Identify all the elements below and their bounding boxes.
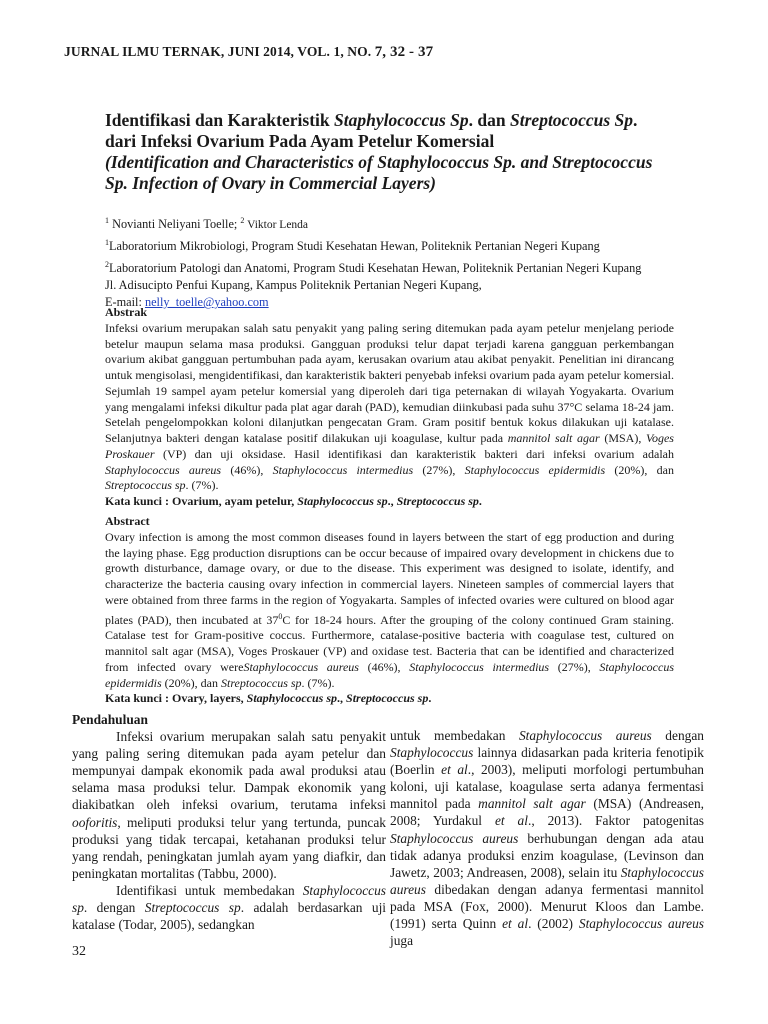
- abstract-text: Ovary infection is among the most common diseases found in layers between the start of egg production and during the laying phase. Egg production disruptions can be occur because of impaired ovary development in chickens due to growth disturbance, damage ovary, or due to the disease. This experiment was designed to isolate, identify, and characterize the bacteria causing ovary infection in commercial layers. Nineteen samples of commercial layers that were obtained from three farms in the region of Yogyakarta. Samples of infected ovaries were cultured on blood agar plates (PAD), then incubated at $37^0C$ for 18-24 hours. After the grouping of the colony continued Gram staining. Catalase test for Gram-positive coccus. Furthermore, catalase-positive bacteria with coagulase test, cultured on mannitol salt agar (MSA), Voges Proskauer (VP) and oxidase test. Bacteria that can be identified and characterized from infected ovary wereStaphylococcus aureus (46%), Staphylococcus intermedius (27%), Staphylococcus epidermidis (20%), dan Streptococcus sp. (7%).: [105, 529, 675, 690]
- abstrak-heading: Abstrak: [105, 305, 148, 319]
- paragraph: untuk membedakan Staphylococcus aureus dengan Staphylococcus lainnya didasarkan pada kriteria fenotipik (Boerlin et al., 2003), meliputi morfologi pertumbuhan koloni, uji katalase, koagulase serta adanya fermentasi mannitol pada mannitol salt agar (MSA) (Andreasen, 2008; Yurdakul et al., 2013). Faktor patogenitas Staphylococcus aureus berhubungan dengan ada atau tidak adanya produksi enzim koagulase, (Levinson dan Jawetz, 2003; Andreasen, 2008), selain itu Staphylococcus aureus dibedakan dengan adanya fermentasi mannitol pada MSA (Fox, 2000). Menurut Kloos dan Lambe. (1991) serta Quinn et al. (2002) Staphylococcus aureus juga: [390, 728, 705, 949]
- paper-title: [105, 110, 685, 194]
- abstrak-keywords: Kata kunci : Ovarium, ayam petelur, Staphylococcus sp., Streptococcus sp.: [105, 494, 482, 508]
- journal-name: JURNAL ILMU TERNAK, JUNI 2014, VOL. 1, NO.: [64, 44, 372, 59]
- email-link[interactable]: nelly_toelle@yahoo.com: [144, 295, 269, 310]
- body-column-right: [390, 727, 704, 949]
- affiliation-1: $^1$Laboratorium Mikrobiologi, Program Studi Kesehatan Hewan, Politeknik Pertanian Negeri Kupang: [105, 238, 600, 254]
- journal-header: [64, 44, 433, 61]
- affiliation-2: $^2$Laboratorium Patologi dan Anatomi, Program Studi Kesehatan Hewan, Politeknik Pertanian Negeri Kupang: [105, 259, 642, 275]
- address: Jl. Adisucipto Penfui Kupang, Kampus Politeknik Pertanian Negeri Kupang,: [105, 277, 482, 292]
- abstract-keywords: Kata kunci : Ovary, layers, Staphylococcus sp., Streptococcus sp.: [105, 691, 432, 706]
- title-indonesian-line-2: dari Infeksi Ovarium Pada Ayam Petelur Komersial: [105, 131, 495, 151]
- page-number: 32: [72, 944, 86, 959]
- journal-issue-pages: 7, 32 - 37: [374, 44, 434, 60]
- paragraph: Infeksi ovarium merupakan salah satu penyakit yang paling sering ditemukan pada ayam petelur dan mempunyai dampak ekonomik pada awal produksi atau selama masa produksi telur. Dampak ekonomik yang diakibatkan oleh infeksi ovarium, terutama infeksi ooforitis, meliputi produksi telur yang tertunda, puncak produksi yang tidak tercapai, ketahanan produksi telur yang rendah, peningkatan jumlah ayam yang diafkir, dan peningkatan mortalitas (Tabbu, 2000).: [72, 729, 386, 881]
- author-block: [105, 212, 685, 311]
- email-line: E-mail: nelly_toelle@yahoo.com: [105, 295, 269, 310]
- abstrak-text: Infeksi ovarium merupakan salah satu penyakit yang paling sering ditemukan pada ayam petelur menjelang periode betelur maupun selama masa produksi. Gangguan produksi telur dapat terjadi karena gangguan perkembangan ovarium akibat gangguan pertumbuhan pada ayam, kerusakan ovarium atau akibat penyakit. Penelitian ini dirancang untuk mengisolasi, mengidentifikasi, dan karakteristik bakteri penyebab infeksi ovarium pada ayam petelur komersial. Sejumlah 19 sampel ayam petelur komersial yang diperoleh dari tiga peternakan di wilayah Yogyakarta. Ovarium yang mengalami infeksi dikultur pada plat agar darah (PAD), kemudian diinkubasi pada suhu 37°C selama 18-24 jam. Setelah pengelompokkan koloni dilanjutkan pengecatan Gram. Gram positif bentuk kokus dilakukan uji katalase. Selanjutnya bakteri dengan katalase positif dilakukan uji koagulase, kultur pada mannitol salt agar (MSA), Voges Proskauer (VP) dan uji oksidase. Hasil identifikasi dan karakteristik bakteri dari infeksi ovarium adalah Staphylococcus aureus (46%), Staphylococcus intermedius (27%), Staphylococcus epidermidis (20%), dan Streptococcus sp. (7%).: [105, 320, 674, 493]
- body-column-left: [72, 711, 386, 933]
- abstract-section: [105, 514, 674, 707]
- abstrak-section: [105, 305, 674, 510]
- section-heading-pendahuluan: Pendahuluan: [72, 712, 148, 727]
- title-indonesian-line-1: Identifikasi dan Karakteristik Staphylococcus Sp. dan Streptococcus Sp.: [105, 110, 638, 130]
- title-english-line-1: (Identification and Characteristics of Staphylococcus Sp. and Streptococcus: [105, 152, 653, 172]
- paragraph: Identifikasi untuk membedakan Staphylococcus sp. dengan Streptococcus sp. adalah berdasarkan uji katalase (Todar, 2005), sedangkan: [72, 882, 387, 933]
- title-english-line-2: Sp. Infection of Ovary in Commercial Layers): [105, 173, 437, 193]
- author-names: $^1$ Novianti Neliyani Toelle; $^2$ Viktor Lenda: [105, 216, 309, 231]
- abstract-heading: Abstract: [105, 514, 150, 528]
